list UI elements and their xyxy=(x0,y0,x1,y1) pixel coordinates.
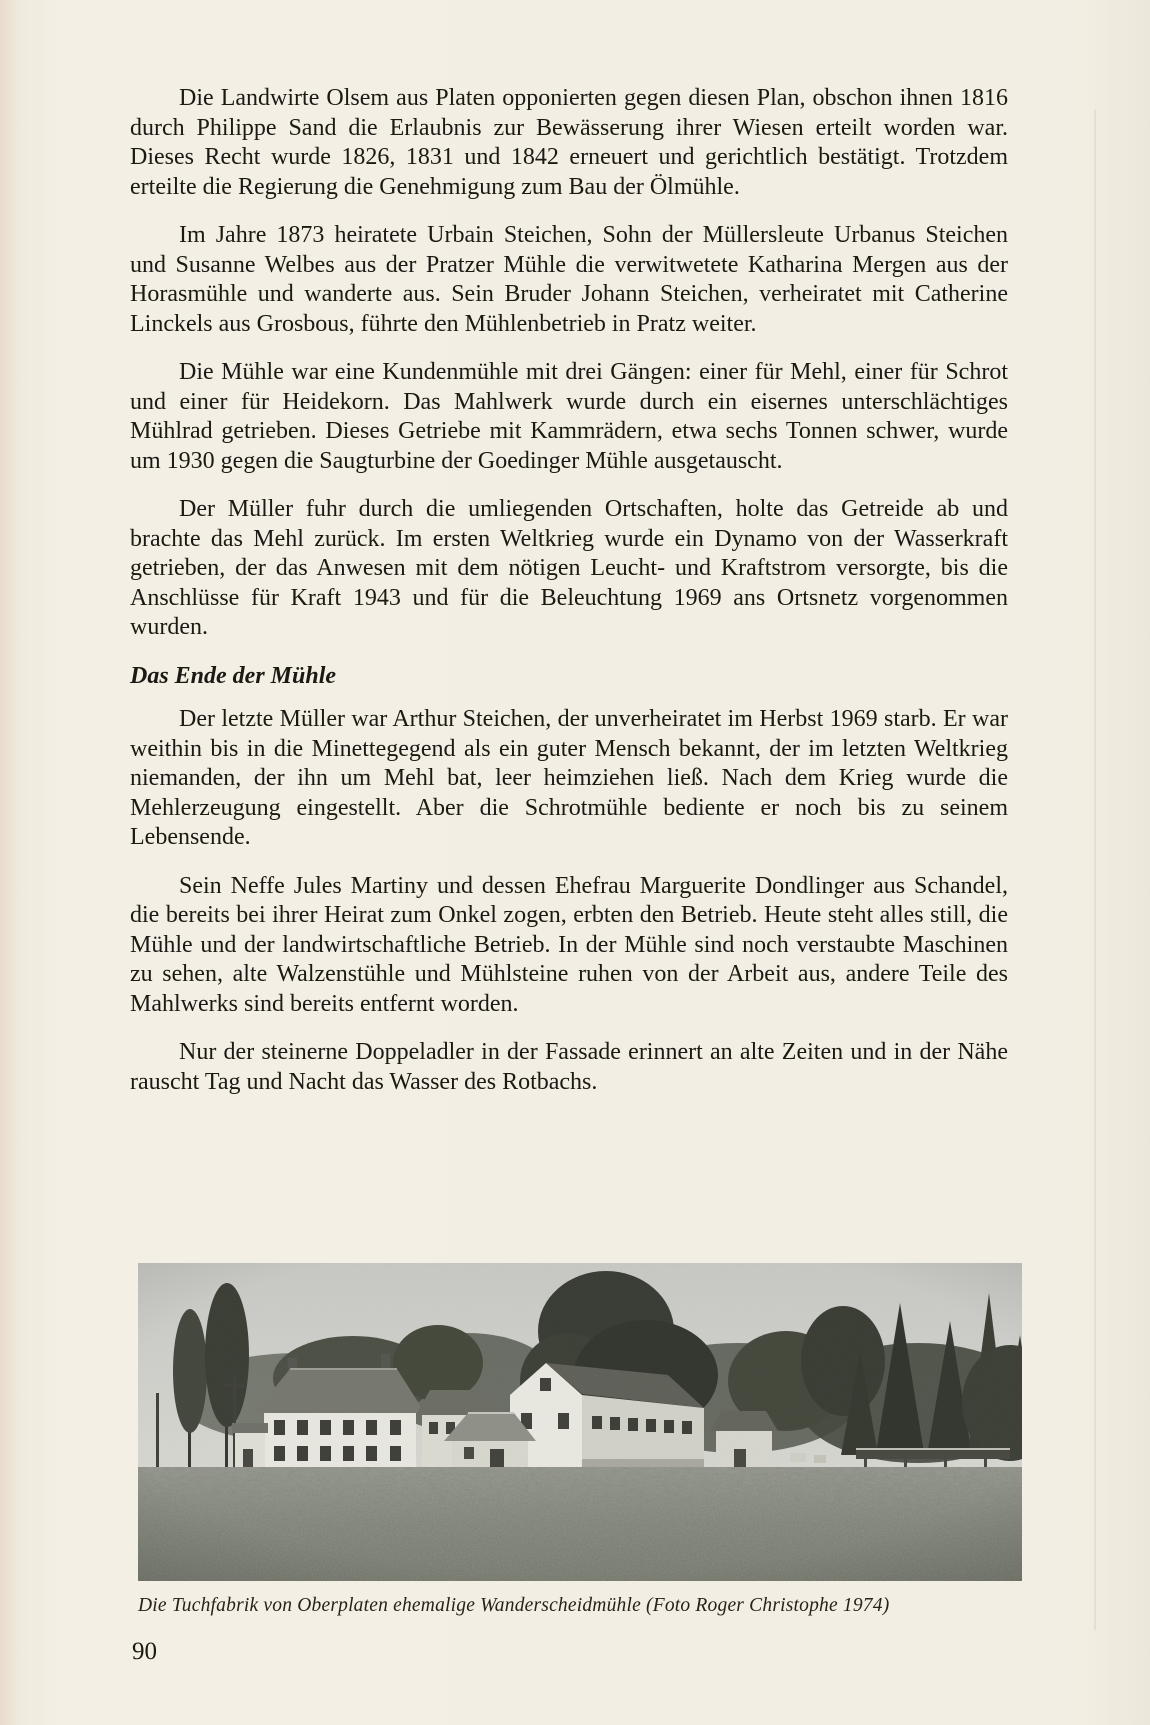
paragraph-2: Im Jahre 1873 heiratete Urbain Steichen, Sohn der Müllersleute Urbanus Steichen und Susanne Welbes aus der Pratzer Mühle die verwitwetete Katharina Mergen aus der Horasmühle und wanderte aus. Sein Bruder Johann Steichen, verheiratet mit Catherine Linckels aus Grosbous, führte den Mühlenbetrieb in Pratz weiter. xyxy=(130,222,1008,337)
paragraph-4: Der Müller fuhr durch die umliegenden Ortschaften, holte das Getreide ab und brachte das Mehl zurück. Im ersten Weltkrieg wurde ein Dynamo von der Wasserkraft getrieben, der das Anwesen mit dem nötigen Leucht- und Kraftstrom versorgte, bis die Anschlüsse für Kraft 1943 und für die Beleuchtung 1969 ans Ortsnetz vorgenommen wurden. xyxy=(130,496,1008,640)
page-number: 90 xyxy=(132,1638,157,1665)
section-heading: Das Ende der Mühle xyxy=(130,662,337,689)
paragraph-7: Nur der steinerne Doppeladler in der Fassade erinnert an alte Zeiten und in der Nähe rauscht Tag und Nacht das Wasser des Rotbachs. xyxy=(130,1039,1008,1095)
body-text xyxy=(130,84,1008,1116)
paragraph-1: Die Landwirte Olsem aus Platen opponierten gegen diesen Plan, obschon ihnen 1816 durch Philippe Sand die Erlaubnis zur Bewässerung ihrer Wiesen erteilt worden war. Dieses Recht wurde 1826, 1831 und 1842 erneuert und gerichtlich bestätigt. Trotzdem erteilte die Regierung die Genehmigung zum Bau der Ölmühle. xyxy=(130,85,1008,200)
scan-crease-line xyxy=(1094,110,1096,1630)
photo-figure xyxy=(138,1263,1022,1618)
scan-edge-tint xyxy=(0,0,20,1725)
photo-caption: Die Tuchfabrik von Oberplaten ehemalige Wanderscheidmühle (Foto Roger Christophe 1974) xyxy=(138,1595,890,1616)
paragraph-6: Sein Neffe Jules Martiny und dessen Ehefrau Marguerite Dondlinger aus Schandel, die bereits bei ihrer Heirat zum Onkel zogen, erbten den Betrieb. Heute steht alles still, die Mühle und der landwirtschaftliche Betrieb. In der Mühle sind noch verstaubte Maschinen zu sehen, alte Walzenstühle und Mühlsteine ruhen von der Arbeit aus, andere Teile des Mahlwerks sind bereits entfernt worden. xyxy=(130,872,1008,1017)
paragraph-3: Die Mühle war eine Kundenmühle mit drei Gängen: einer für Mehl, einer für Schrot und einer für Heidekorn. Das Mahlwerk wurde durch ein eisernes unterschlächtiges Mühlrad getrieben. Dieses Getriebe mit Kammrädern, etwa sechs Tonnen schwer, wurde um 1930 gegen die Saugturbine der Goedinger Mühle ausgetauscht. xyxy=(130,359,1008,474)
paragraph-5: Der letzte Müller war Arthur Steichen, der unverheiratet im Herbst 1969 starb. Er war weithin bis in die Minettegegend als ein guter Mensch bekannt, der im letzten Weltkrieg niemanden, der ihn um Mehl bat, leer heimziehen ließ. Nach dem Krieg wurde die Mehlerzeugung eingestellt. Aber die Schrotmühle bediente er noch bis zu seinem Lebensende. xyxy=(130,706,1008,850)
mill-photo xyxy=(138,1263,1022,1581)
